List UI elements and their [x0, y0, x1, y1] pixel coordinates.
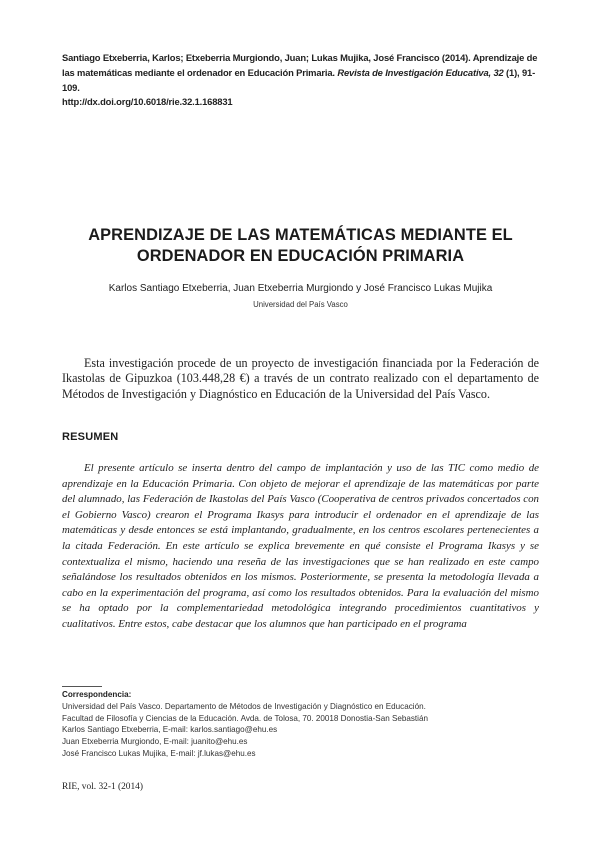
- resumen-heading: RESUMEN: [62, 431, 119, 443]
- citation-issue-pages: (1), 91-109.: [62, 66, 536, 93]
- citation-doi-link[interactable]: http://dx.doi.org/10.6018/rie.32.1.168831: [62, 96, 233, 108]
- article-title-line-1: APRENDIZAJE DE LAS MATEMÁTICAS MEDIANTE EL: [88, 226, 513, 244]
- funding-note: Esta investigación procede de un proyecto de investigación financiada por la Federación de Ikastolas de Gipuzkoa (103.448,28 €) a través de un contrato realizado con el departamento de Métodos de Investigación y Diagnóstico en Educación de la Universidad del País Vasco.: [62, 356, 539, 401]
- article-title: [40, 225, 561, 267]
- authors: Karlos Santiago Etxeberria, Juan Etxeberria Murgiondo y José Francisco Lukas Mujika: [108, 283, 493, 294]
- abstract-text: El presente artículo se inserta dentro del campo de implantación y uso de las TIC como medio de aprendizaje en la Educación Primaria. Con objeto de mejorar el aprendizaje de las matemáticas por parte del alumnado, las Federación de Ikastolas del País Vasco (Cooperativa de centros privados concertados con el Gobierno Vasco) crearon el Programa Ikasys para introducir el ordenador en el aprendizaje de las matemáticas y desde entonces se está implantando, gradualmente, en los centros escolares pertenecientes a la citada Federación. En este artículo se explica brevemente en qué consiste el Programa Ikasys y se contextualiza el mismo, haciendo una reseña de las investigaciones que se han realizado en este campo señalándose los resultados obtenidos en los mismos. Posteriormente, se presenta la metodología llevada a cabo en la experimentación del programa, así como los resultados obtenidos. Para la evaluación del mismo se ha optado por la complementariedad metodológica integrando procedimientos cuantitativos y cualitativos. Entre estos, cabe destacar que los alumnos que han participado en el programa: [62, 462, 539, 630]
- footnote-line-5: José Francisco Lukas Mujika, E-mail: jf.lukas@ehu.es: [62, 748, 256, 758]
- footnote-divider: [62, 686, 102, 687]
- page-footer: RIE, vol. 32-1 (2014): [62, 782, 143, 792]
- citation-title: Aprendizaje de las matemáticas mediante el ordenador en Educación Primaria.: [62, 52, 538, 78]
- citation-journal: Revista de Investigación Educativa, 32: [337, 66, 504, 78]
- footnote-line-3: Karlos Santiago Etxeberria, E-mail: karlos.santiago@ehu.es: [62, 725, 278, 735]
- citation: [62, 51, 540, 110]
- footnote-label: Correspondencia:: [62, 690, 132, 699]
- article-title-line-2: ORDENADOR EN EDUCACIÓN PRIMARIA: [136, 247, 465, 265]
- footnote-line-4: Juan Etxeberria Murgiondo, E-mail: juanito@ehu.es: [62, 737, 248, 747]
- citation-authors: Santiago Etxeberria, Karlos; Etxeberria Murgiondo, Juan; Lukas Mujika, José Francisco (2014).: [62, 52, 473, 63]
- correspondence-footnote: [62, 689, 542, 760]
- footnote-line-1: Universidad del País Vasco. Departamento de Métodos de Investigación y Diagnóstico en Educación.: [62, 701, 426, 711]
- affiliation: Universidad del País Vasco: [253, 300, 348, 309]
- footnote-line-2: Facultad de Filosofía y Ciencias de la Educación. Avda. de Tolosa, 70. 20018 Donostia-San Sebastián: [62, 713, 428, 723]
